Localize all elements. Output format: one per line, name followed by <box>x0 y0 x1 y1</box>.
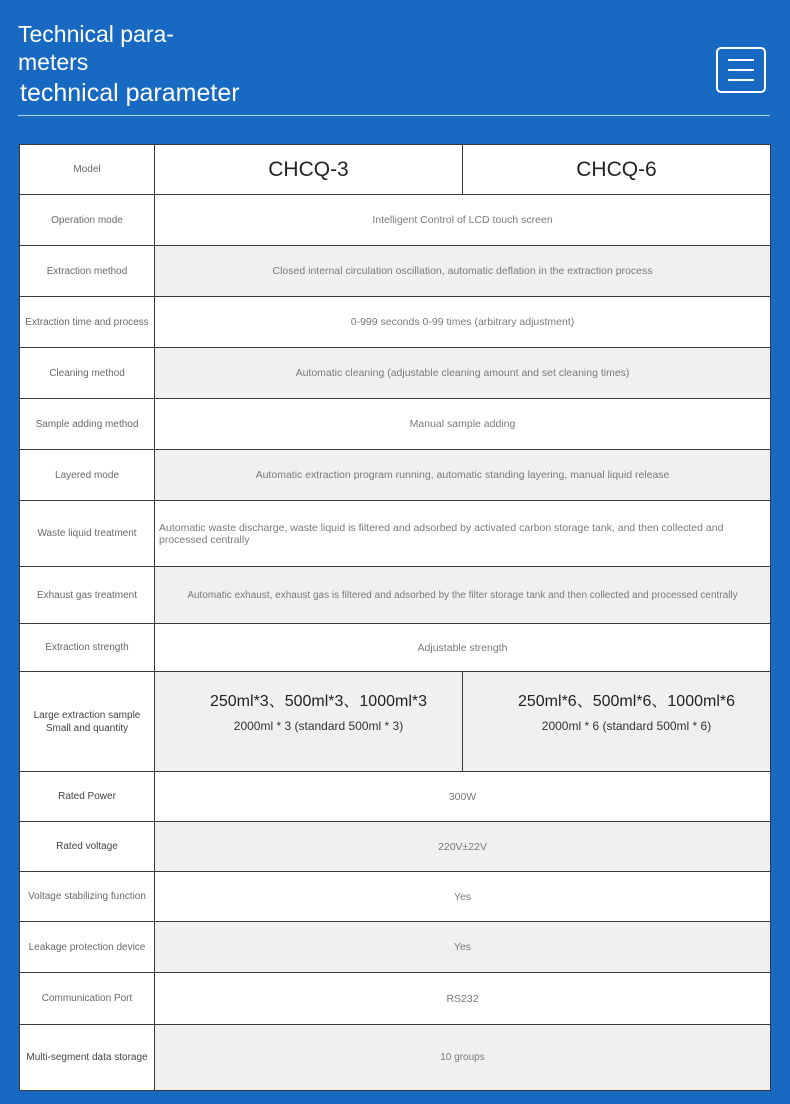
capacity-chcq6 <box>463 672 771 772</box>
capacity-chcq6-line2: 2000ml * 6 (standard 500ml * 6) <box>541 719 712 733</box>
table-row <box>20 973 771 1025</box>
page-header <box>0 0 790 118</box>
table-row-model <box>20 145 771 195</box>
capacity-label-line2: Small and quantity <box>45 722 129 734</box>
row-label: Operation mode <box>20 195 155 246</box>
table-row <box>20 195 771 246</box>
model-label: Model <box>20 145 155 195</box>
row-value: Yes <box>155 872 771 922</box>
parameter-table-container <box>19 144 770 1091</box>
title-line-2: meters <box>18 49 89 75</box>
capacity-chcq6-line1: 250ml*6、500ml*6、1000ml*6 <box>517 693 735 710</box>
row-value: 0-999 seconds 0-99 times (arbitrary adjustment) <box>155 297 771 348</box>
row-label: Waste liquid treatment <box>20 501 155 567</box>
row-value: Automatic extraction program running, automatic standing layering, manual liquid release <box>155 450 771 501</box>
capacity-chcq3-line1: 250ml*3、500ml*3、1000ml*3 <box>209 693 427 710</box>
row-label: Voltage stabilizing function <box>20 872 155 922</box>
row-value: RS232 <box>155 973 771 1025</box>
table-row <box>20 624 771 672</box>
capacity-chcq3-line2: 2000ml * 3 (standard 500ml * 3) <box>233 719 404 733</box>
row-label: Extraction strength <box>20 624 155 672</box>
capacity-label-line1: Large extraction sample <box>33 709 141 721</box>
page-title <box>18 20 208 76</box>
row-label: Communication Port <box>20 973 155 1025</box>
row-value: Automatic exhaust, exhaust gas is filtered and adsorbed by the filter storage tank and then collected and processed centrally <box>155 567 771 624</box>
model-chcq3: CHCQ-3 <box>155 145 463 195</box>
row-label: Sample adding method <box>20 399 155 450</box>
menu-bar-top <box>728 59 754 61</box>
table-row <box>20 246 771 297</box>
row-label: Rated voltage <box>20 822 155 872</box>
row-label: Extraction method <box>20 246 155 297</box>
row-value: Automatic waste discharge, waste liquid is filtered and adsorbed by activated carbon storage tank, and then collected and processed centrally <box>155 501 771 567</box>
row-value: 10 groups <box>155 1025 771 1091</box>
row-label: Cleaning method <box>20 348 155 399</box>
table-row <box>20 399 771 450</box>
table-row <box>20 872 771 922</box>
header-divider <box>18 115 770 116</box>
menu-bar-middle <box>728 69 754 71</box>
row-value: Adjustable strength <box>155 624 771 672</box>
row-label: Leakage protection device <box>20 922 155 973</box>
table-row <box>20 348 771 399</box>
table-row <box>20 567 771 624</box>
table-row <box>20 450 771 501</box>
capacity-label <box>20 672 155 772</box>
title-line-1: Technical para- <box>18 21 174 47</box>
table-row <box>20 1025 771 1091</box>
row-value: Intelligent Control of LCD touch screen <box>155 195 771 246</box>
parameter-table <box>19 144 771 1091</box>
row-value: 220V±22V <box>155 822 771 872</box>
table-row <box>20 922 771 973</box>
table-row <box>20 501 771 567</box>
row-value: 300W <box>155 772 771 822</box>
row-label: Rated Power <box>20 772 155 822</box>
table-row <box>20 822 771 872</box>
capacity-chcq3 <box>155 672 463 772</box>
row-value: Manual sample adding <box>155 399 771 450</box>
row-label: Extraction time and process <box>20 297 155 348</box>
row-value: Yes <box>155 922 771 973</box>
table-row-capacity <box>20 672 771 772</box>
row-value: Automatic cleaning (adjustable cleaning amount and set cleaning times) <box>155 348 771 399</box>
row-label: Multi-segment data storage <box>20 1025 155 1091</box>
menu-bar-bottom <box>728 79 754 81</box>
row-label: Layered mode <box>20 450 155 501</box>
model-chcq6: CHCQ-6 <box>463 145 771 195</box>
hamburger-menu-icon[interactable] <box>716 47 766 93</box>
row-value: Closed internal circulation oscillation, automatic deflation in the extraction process <box>155 246 771 297</box>
page-subtitle: technical parameter <box>20 79 240 107</box>
table-row <box>20 772 771 822</box>
table-row <box>20 297 771 348</box>
row-label: Exhaust gas treatment <box>20 567 155 624</box>
